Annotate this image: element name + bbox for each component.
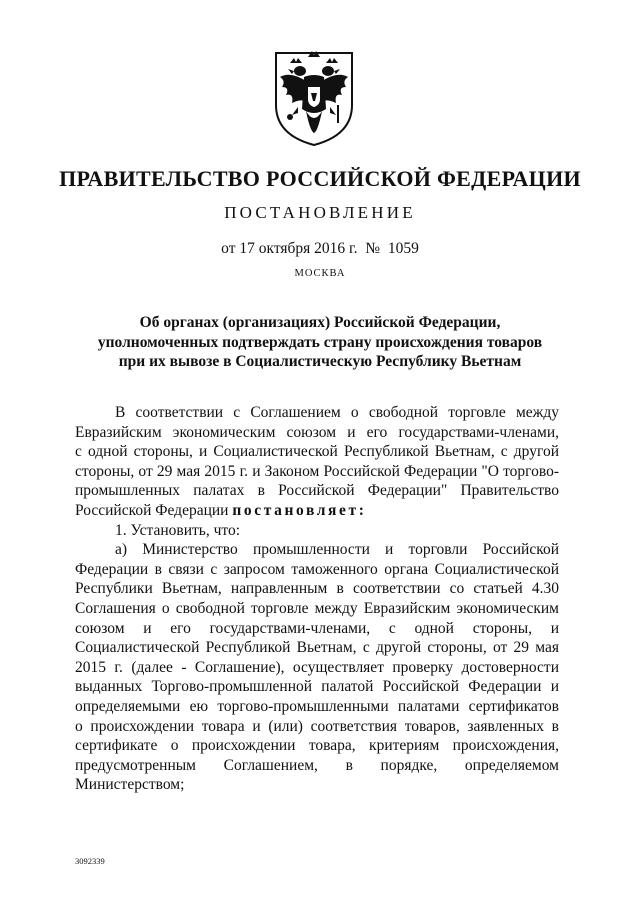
text-line: Соглашения о свободной торговле между Евразийским экономическим	[75, 599, 559, 617]
heading-line: при их вывозе в Социалистическую Республику Вьетнам	[118, 353, 522, 370]
text-line: В соответствии с Соглашением о свободной торговле между	[115, 404, 559, 421]
text-line: Евразийским экономическим союзом и его государствами-членами,	[75, 423, 559, 441]
text-line	[75, 501, 559, 521]
document-date: от 17 октября 2016 г.	[221, 240, 358, 257]
text-line: с одной стороны, и Социалистической Республикой Вьетнам, с другой	[75, 443, 559, 461]
heading-line: Об органах (организациях) Российской Федерации,	[139, 314, 501, 331]
document-heading	[60, 313, 580, 372]
document-type: ПОСТАНОВЛЕНИЕ	[224, 203, 416, 222]
heading-line: уполномоченных подтверждать страну происхождения товаров	[97, 333, 543, 351]
date-number-line	[0, 240, 640, 258]
russian-coat-of-arms-icon	[272, 47, 356, 147]
text-line: Социалистической Республикой Вьетнам, с другой стороны, от 29 мая	[75, 639, 559, 657]
document-number: 1059	[387, 240, 419, 257]
city: МОСКВА	[294, 268, 346, 279]
text-line: о происхождении товара и (или) соответствия товаров, заявленных в	[75, 717, 559, 735]
document-body	[75, 403, 559, 795]
text-line: Федерации в связи с запросом таможенного органа Социалистической	[75, 560, 559, 578]
text-line: определяемыми ею торгово-промышленными палатами сертификатов	[75, 697, 559, 715]
footer-code: 3092339	[75, 856, 105, 866]
text-fragment: Российской Федерации	[75, 501, 233, 519]
text-line: 2015 г. (далее - Соглашение), осуществляет проверку достоверности	[75, 658, 559, 676]
text-line: стороны, от 29 мая 2015 г. и Законом Российской Федерации "О торгово-	[75, 462, 559, 480]
text-line: Республики Вьетнам, направленным в соответствии со статьей 4.30	[75, 580, 559, 598]
text-line: а) Министерство промышленности и торговли Российской	[115, 541, 559, 559]
text-line: выданных Торгово-промышленной палатой Российской Федерации и	[75, 678, 559, 696]
decree-word: постановляет:	[232, 501, 367, 519]
government-title: ПРАВИТЕЛЬСТВО РОССИЙСКОЙ ФЕДЕРАЦИИ	[59, 166, 581, 191]
text-line: предусмотренным Соглашением, в порядке, определяемом	[75, 756, 559, 774]
text-line: союзом и его государствами-членами, с одной стороны, и	[75, 619, 559, 637]
text-line: Министерством;	[75, 776, 185, 794]
text-line: промышленных палатах в Российской Федерации" Правительство	[75, 482, 559, 500]
text-line: 1. Установить, что:	[115, 521, 241, 539]
text-line: сертификате о происхождении товара, критериям происхождения,	[75, 737, 559, 755]
number-sign: №	[365, 240, 381, 257]
